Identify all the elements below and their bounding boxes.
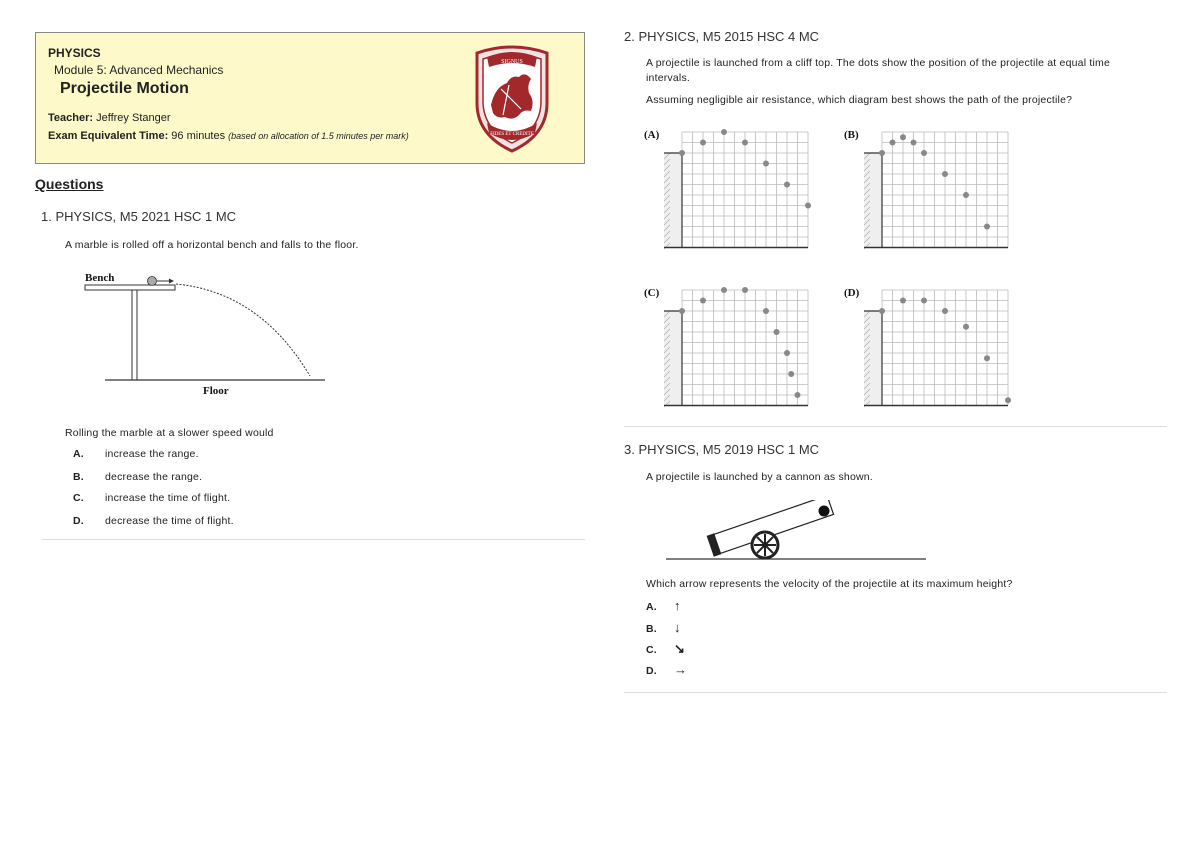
q1-prompt: Rolling the marble at a slower speed would [65,427,274,439]
bench-label: Bench [85,272,115,284]
projectile-dot [900,134,906,140]
option-text: decrease the range. [105,471,203,483]
q2-title: 2. PHYSICS, M5 2015 HSC 4 MC [624,29,820,44]
exam-time-value: 96 minutes [171,130,226,142]
option-letter: A. [646,601,657,613]
q3-stem: A projectile is launched by a cannon as shown. [646,471,873,483]
exam-time-line [48,130,409,142]
projectile-dot [984,224,990,230]
option-letter: B. [73,471,84,483]
floor-label: Floor [203,385,229,397]
option-letter: A. [73,448,84,460]
q1-option-c[interactable] [73,492,230,504]
cliff [664,153,682,248]
projectile-dot [879,308,885,314]
question-divider [624,426,1167,427]
exam-time-note: (based on allocation of 1.5 minutes per mark) [228,131,409,141]
projectile-dot [963,324,969,330]
trajectory-option-c[interactable] [644,287,808,407]
down-right-arrow-icon: ↘ [674,641,686,656]
cannon-diagram [666,500,931,565]
projectile-dot [763,308,769,314]
right-arrow-icon: → [674,662,688,677]
option-text: increase the time of flight. [105,492,231,504]
grid [682,290,808,406]
projectile-dot [784,182,790,188]
projectile-dot [700,298,706,304]
module-label: Module 5: Advanced Mechanics [54,63,224,77]
marble [148,277,157,286]
q2-stem-line2: intervals. [646,72,691,84]
question-divider [624,692,1167,693]
projectile-dot [900,298,906,304]
projectile-dot [679,150,685,156]
teacher-label: Teacher: [48,112,94,124]
header-box [35,32,585,164]
option-letter: D. [646,665,657,677]
page-title: Projectile Motion [60,80,189,97]
diagram-label: (D) [844,287,860,299]
projectile-dot [963,192,969,198]
diagram-label: (A) [644,129,660,141]
cliff [664,311,682,406]
projectile-dot [788,371,794,377]
diagram-label: (B) [844,129,859,141]
option-text: decrease the time of flight. [105,515,234,527]
crest-banner-text: SIGNUS [501,59,523,65]
q2-prompt: Assuming negligible air resistance, which diagram best shows the path of the projectile? [646,94,1073,106]
q1-title: 1. PHYSICS, M5 2021 HSC 1 MC [41,209,237,224]
cannonball [819,506,830,517]
q3-prompt: Which arrow represents the velocity of the projectile at its maximum height? [646,578,1013,590]
grid [682,132,808,248]
q1-option-d[interactable] [73,515,234,527]
projectile-dot [774,329,780,335]
bench-leg [132,290,137,380]
projectile-dot [679,308,685,314]
projectile-dot [700,140,706,146]
teacher-name: Jeffrey Stanger [96,112,171,124]
subject-label: PHYSICS [48,46,101,60]
projectile-dot [911,140,917,146]
projectile-dot [784,350,790,356]
projectile-dot [742,140,748,146]
bench-top [85,285,175,290]
up-arrow-icon: ↑ [674,598,681,613]
trajectory-option-a[interactable] [644,129,811,249]
trajectory-option-d[interactable] [844,287,1011,407]
grid [882,132,1008,248]
projectile-dot [721,287,727,293]
q3-option-b[interactable] [646,620,681,635]
crest-motto-text: FIDES ET CREDITE [490,132,534,137]
option-letter: C. [646,644,657,656]
projectile-dot [942,171,948,177]
projectile-dot [1005,397,1011,403]
q1-option-a[interactable] [73,448,199,460]
questions-heading: Questions [35,176,104,192]
down-arrow-icon: ↓ [674,620,681,635]
projectile-dot [921,298,927,304]
trajectory-option-b[interactable] [844,129,1008,249]
projectile-dot [890,140,896,146]
q2-stem-line1: A projectile is launched from a cliff top. The dots show the position of the projectile at equal time [646,57,1110,69]
projectile-dot [805,203,811,209]
school-crest-logo [473,45,551,153]
projectile-dot [742,287,748,293]
projectile-dot [721,129,727,135]
projectile-dot [942,308,948,314]
exam-time-label: Exam Equivalent Time: [48,130,169,142]
trajectory-diagrams [642,122,1042,412]
trajectory-path [176,284,310,376]
projectile-dot [984,355,990,361]
q3-title: 3. PHYSICS, M5 2019 HSC 1 MC [624,442,820,457]
option-letter: B. [646,623,657,635]
option-letter: C. [73,492,84,504]
cliff [864,311,882,406]
projectile-dot [921,150,927,156]
projectile-dot [879,150,885,156]
q3-option-d[interactable] [646,662,687,677]
q3-option-c[interactable] [646,641,685,657]
question-divider [42,539,585,540]
bench-marble-diagram [80,268,330,398]
grid [882,290,1008,406]
cliff [864,153,882,248]
diagram-label: (C) [644,287,660,299]
option-text: increase the range. [105,448,199,460]
projectile-dot [795,392,801,398]
teacher-line [48,112,171,124]
q3-option-a[interactable] [646,598,681,613]
q1-stem: A marble is rolled off a horizontal bench and falls to the floor. [65,239,359,251]
option-letter: D. [73,515,84,527]
projectile-dot [763,161,769,167]
q1-option-b[interactable] [73,471,202,483]
